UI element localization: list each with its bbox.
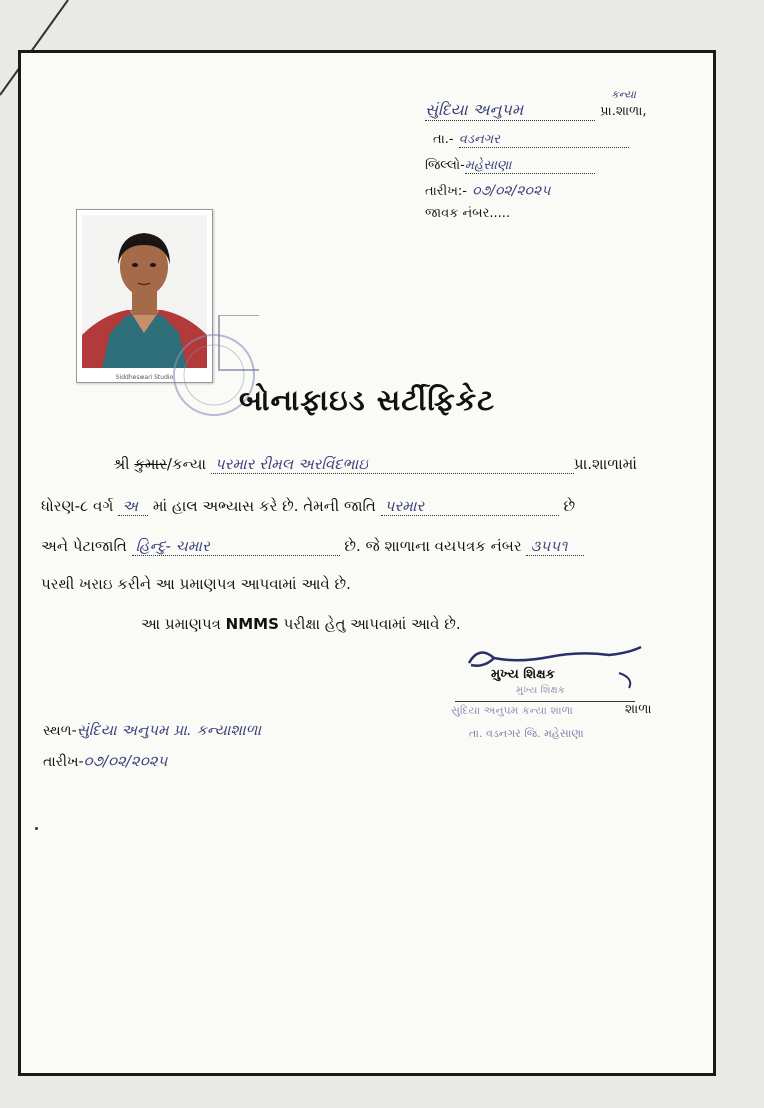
study-text: માં હાલ અભ્યાસ કરે છે. તેમની જાતિ: [152, 497, 376, 515]
purpose-suffix: પરીક્ષા હેતુ આપવામાં આવે છે.: [283, 615, 461, 633]
division-value: અ: [118, 497, 148, 516]
exam-name: NMMS: [225, 615, 279, 633]
school-name: સુંદિયા અનુપમ: [425, 100, 595, 121]
studio-label: Siddheswari Studio: [115, 374, 174, 381]
signature-rule: [455, 701, 635, 702]
body-line-5: [141, 615, 461, 633]
certificate-sheet: [18, 50, 716, 1076]
student-name: પરમાર રીમલ અરવિંદભાઇ: [211, 455, 574, 474]
district-label: જિલ્લો-: [425, 158, 465, 173]
date-label: તારીખ:-: [425, 184, 467, 199]
school-suffix: પ્રા.શાળા,: [600, 104, 647, 119]
footer-date-line: [43, 751, 167, 770]
stamp-school-name: સુંદિયા અનુપમ કન્યા શાળા: [451, 704, 573, 717]
head-teacher-title: મુખ્ય શિક્ષક: [491, 667, 555, 682]
header-block: [425, 88, 685, 248]
stamp-title: મુખ્ય શિક્ષક: [516, 685, 565, 696]
certificate-title: બોનાફાઇડ સર્ટીફિકેટ: [239, 383, 495, 417]
taluka-label: તા.-: [433, 132, 454, 147]
body-line-3: [41, 537, 584, 556]
school-type-top: કન્યા: [611, 88, 636, 101]
district-value: મહેસાણા: [465, 158, 595, 174]
body-line-4: પરથી ખરાઇ કરીને આ પ્રમાણપત્ર આપવામાં આવે છે.: [41, 575, 351, 593]
school-word: શાળા: [625, 702, 652, 717]
line2-end: છે: [563, 497, 576, 515]
subcaste-value: હિન્દુ- ચમાર: [132, 537, 340, 556]
place-line: [43, 720, 261, 739]
subcaste-label: અને પેટાજાતિ: [41, 537, 127, 555]
place-label: સ્થળ-: [43, 723, 77, 739]
caste-value: પરમાર: [381, 497, 559, 516]
taluka-value: વડનગર: [459, 132, 629, 148]
speck-mark: [35, 827, 38, 830]
footer-date-value: ૦૭/૦૨/૨૦૨૫: [83, 752, 168, 770]
stamp-address: તા. વડનગર જિ. મહેસાણા: [469, 727, 584, 740]
register-number: ૩૫૫૧: [526, 537, 584, 556]
register-text: છે. જે શાળાના વયપત્રક નંબર: [344, 537, 522, 555]
place-value: સુંદિયા અનુપમ પ્રા. કન્યાશાળા: [76, 721, 262, 739]
outward-number-label: જાવક નંબર.....: [425, 206, 510, 221]
standard-label: ધોરણ-૮ વર્ગ: [41, 497, 114, 515]
body-line-1: [113, 455, 637, 474]
date-value: ૦૭/૦૨/૨૦૨૫: [472, 183, 551, 199]
footer-date-label: તારીખ-: [43, 754, 84, 770]
honorific: શ્રી: [113, 455, 130, 473]
body-line-2: [41, 497, 575, 516]
struck-kumar: કુમાર: [134, 455, 167, 473]
kanya-label: /કન્યા: [166, 455, 207, 473]
school-label: પ્રા.શાળામાં: [573, 455, 637, 473]
purpose-prefix: આ પ્રમાણપત્ર: [141, 615, 221, 633]
